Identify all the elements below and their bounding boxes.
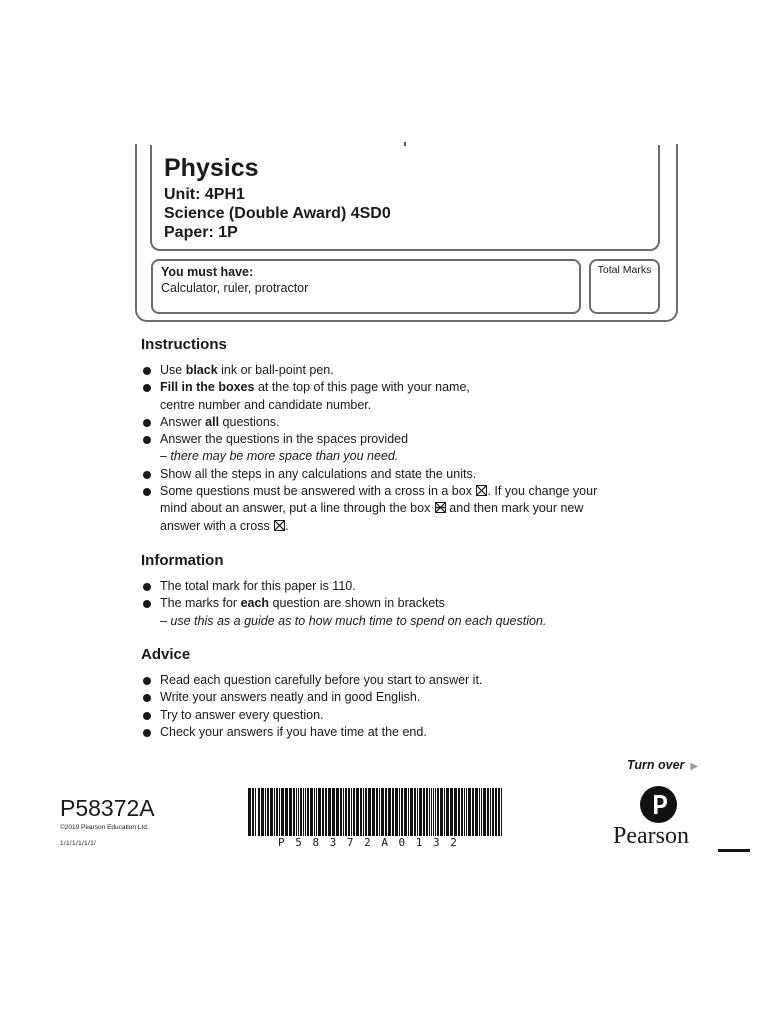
- barcode-bar: [464, 788, 465, 836]
- barcode-bar: [289, 788, 292, 836]
- barcode-bar: [343, 788, 344, 836]
- barcode-bar: [255, 788, 256, 836]
- bullet-dot-icon: [143, 677, 151, 685]
- cross-box-icon: [476, 485, 487, 496]
- barcode-bar: [328, 788, 331, 836]
- bullet-dot-icon: [143, 367, 151, 375]
- barcode-bar: [340, 788, 342, 836]
- information-item: The total mark for this paper is 110.: [141, 578, 661, 595]
- barcode-bar: [360, 788, 362, 836]
- must-have-box: [151, 259, 581, 314]
- instruction-item: Fill in the boxes at the top of this page with your name, centre number and candidate number.: [141, 379, 661, 414]
- bullet-dot-icon: [143, 436, 151, 444]
- barcode-bar: [316, 788, 317, 836]
- advice-section: [141, 646, 661, 741]
- barcode-bar: [293, 788, 295, 836]
- copyright-text: ©2019 Pearson Education Ltd.: [60, 824, 149, 831]
- barcode-bar: [481, 788, 482, 836]
- barcode-bar: [458, 788, 460, 836]
- barcode-bar: [252, 788, 254, 836]
- barcode-bar: [310, 788, 313, 836]
- barcode-bar: [498, 788, 500, 836]
- barcode-bar: [435, 788, 436, 836]
- barcode-bar: [332, 788, 335, 836]
- science-award: Science (Double Award) 4SD0: [164, 205, 391, 222]
- advice-item: Write your answers neatly and in good English.: [141, 689, 661, 706]
- barcode-bar: [479, 788, 480, 836]
- instruction-item: Answer all questions.: [141, 414, 661, 431]
- barcode-bar: [487, 788, 489, 836]
- barcode-bar: [404, 788, 407, 836]
- instruction-item: Show all the steps in any calculations and state the units.: [141, 466, 661, 483]
- barcode-bar: [444, 788, 445, 836]
- barcode-bar: [495, 788, 497, 836]
- barcode-bar: [376, 788, 378, 836]
- barcode-bar: [379, 788, 380, 836]
- barcode-bar: [483, 788, 486, 836]
- advice-item: Try to answer every question.: [141, 707, 661, 724]
- barcode-bar: [395, 788, 398, 836]
- barcode-bar: [267, 788, 269, 836]
- barcode-bar: [490, 788, 491, 836]
- barcode-bar: [265, 788, 266, 836]
- bullet-dot-icon: [143, 712, 151, 720]
- bullet-dot-icon: [143, 384, 151, 392]
- barcode-bar: [472, 788, 474, 836]
- advice-item: Read each question carefully before you start to answer it.: [141, 672, 661, 689]
- barcode-bar: [399, 788, 400, 836]
- information-section: [141, 552, 661, 630]
- triangle-right-icon: ▶: [690, 761, 699, 772]
- barcode-bar: [258, 788, 260, 836]
- barcode-bar: [392, 788, 394, 836]
- instruction-item: Use black ink or ball-point pen.: [141, 362, 661, 379]
- must-have-text: Calculator, ruler, protractor: [161, 281, 309, 295]
- bullet-dot-icon: [143, 419, 151, 427]
- cross-box-icon: [274, 520, 285, 531]
- barcode-bar: [279, 788, 280, 836]
- sequence-code: 1/1/1/1/1/1/: [60, 840, 97, 847]
- barcode-bar: [372, 788, 375, 836]
- advice-heading: Advice: [141, 646, 191, 663]
- bullet-dot-icon: [143, 600, 151, 608]
- barcode-bar: [423, 788, 425, 836]
- title-box: [150, 145, 660, 251]
- barcode-bar: [305, 788, 306, 836]
- barcode-bar: [501, 788, 502, 836]
- barcode-bar: [417, 788, 418, 836]
- barcode-bar: [345, 788, 347, 836]
- barcode-bar: [401, 788, 403, 836]
- barcode-bar: [450, 788, 453, 836]
- barcode-bar: [446, 788, 449, 836]
- barcode-bar: [433, 788, 434, 836]
- barcode-bar: [475, 788, 478, 836]
- barcode-bar: [419, 788, 422, 836]
- information-item: The marks for each question are shown in brackets – use this as a guide as to how much time to spend on each question.: [141, 595, 661, 630]
- barcode-bar: [274, 788, 275, 836]
- barcode-bar: [336, 788, 339, 836]
- bullet-dot-icon: [143, 694, 151, 702]
- barcode-bar: [314, 788, 315, 836]
- barcode-bar: [385, 788, 387, 836]
- total-marks-box: [589, 259, 660, 314]
- barcode-bar: [296, 788, 297, 836]
- barcode-bar: [368, 788, 371, 836]
- barcode-bar: [426, 788, 428, 836]
- pearson-logo-icon: [640, 786, 677, 823]
- corner-mark: [718, 849, 750, 852]
- barcode-bar: [408, 788, 409, 836]
- barcode-bar: [414, 788, 416, 836]
- bullet-dot-icon: [143, 729, 151, 737]
- barcode-bar: [348, 788, 350, 836]
- barcode-bar: [351, 788, 352, 836]
- barcode-bar: [353, 788, 355, 836]
- publisher-name: Pearson: [613, 823, 689, 849]
- instructions-section: [141, 336, 661, 535]
- barcode-bar: [325, 788, 327, 836]
- subject-title: Physics: [164, 154, 259, 182]
- barcode-bar: [303, 788, 304, 836]
- barcode-text: P58372A0132: [278, 836, 468, 849]
- barcode-bar: [300, 788, 302, 836]
- advice-item: Check your answers if you have time at the end.: [141, 724, 661, 741]
- barcode-bar: [307, 788, 309, 836]
- barcode-bar: [363, 788, 364, 836]
- barcode-bar: [381, 788, 384, 836]
- barcode-bar: [437, 788, 439, 836]
- barcode-bar: [410, 788, 413, 836]
- bullet-dot-icon: [143, 583, 151, 591]
- barcode-bar: [365, 788, 367, 836]
- barcode-bar: [298, 788, 299, 836]
- barcode-bar: [468, 788, 471, 836]
- struck-cross-box-icon: [435, 502, 446, 513]
- unit-code: Unit: 4PH1: [164, 186, 245, 203]
- information-heading: Information: [141, 552, 224, 569]
- barcode-bar: [276, 788, 278, 836]
- barcode-bar: [431, 788, 432, 836]
- barcode-bar: [440, 788, 443, 836]
- instructions-heading: Instructions: [141, 336, 227, 353]
- paper-code: P58372A: [60, 795, 155, 821]
- barcode-bar: [248, 788, 251, 836]
- bullet-dot-icon: [143, 471, 151, 479]
- barcode-bar: [318, 788, 321, 836]
- barcode-bar: [429, 788, 430, 836]
- barcode: [248, 788, 503, 836]
- bullet-dot-icon: [143, 488, 151, 496]
- barcode-bar: [466, 788, 467, 836]
- barcode-bar: [492, 788, 494, 836]
- barcode-bar: [261, 788, 264, 836]
- instruction-item: Answer the questions in the spaces provided – there may be more space than you need.: [141, 431, 661, 466]
- barcode-bar: [454, 788, 457, 836]
- barcode-bar: [281, 788, 284, 836]
- total-marks-label: Total Marks: [597, 264, 652, 276]
- barcode-bar: [285, 788, 288, 836]
- turn-over-label: Turn over ▶: [627, 758, 699, 772]
- barcode-bar: [270, 788, 273, 836]
- barcode-bar: [461, 788, 463, 836]
- barcode-bar: [388, 788, 391, 836]
- paper-number: Paper: 1P: [164, 224, 238, 241]
- barcode-bar: [322, 788, 324, 836]
- must-have-title: You must have:: [161, 265, 254, 279]
- instruction-item: Some questions must be answered with a cross in a box . If you change your mind about an answer, put a line through the box and then mark your new answer with a cross .: [141, 483, 661, 535]
- barcode-bar: [356, 788, 359, 836]
